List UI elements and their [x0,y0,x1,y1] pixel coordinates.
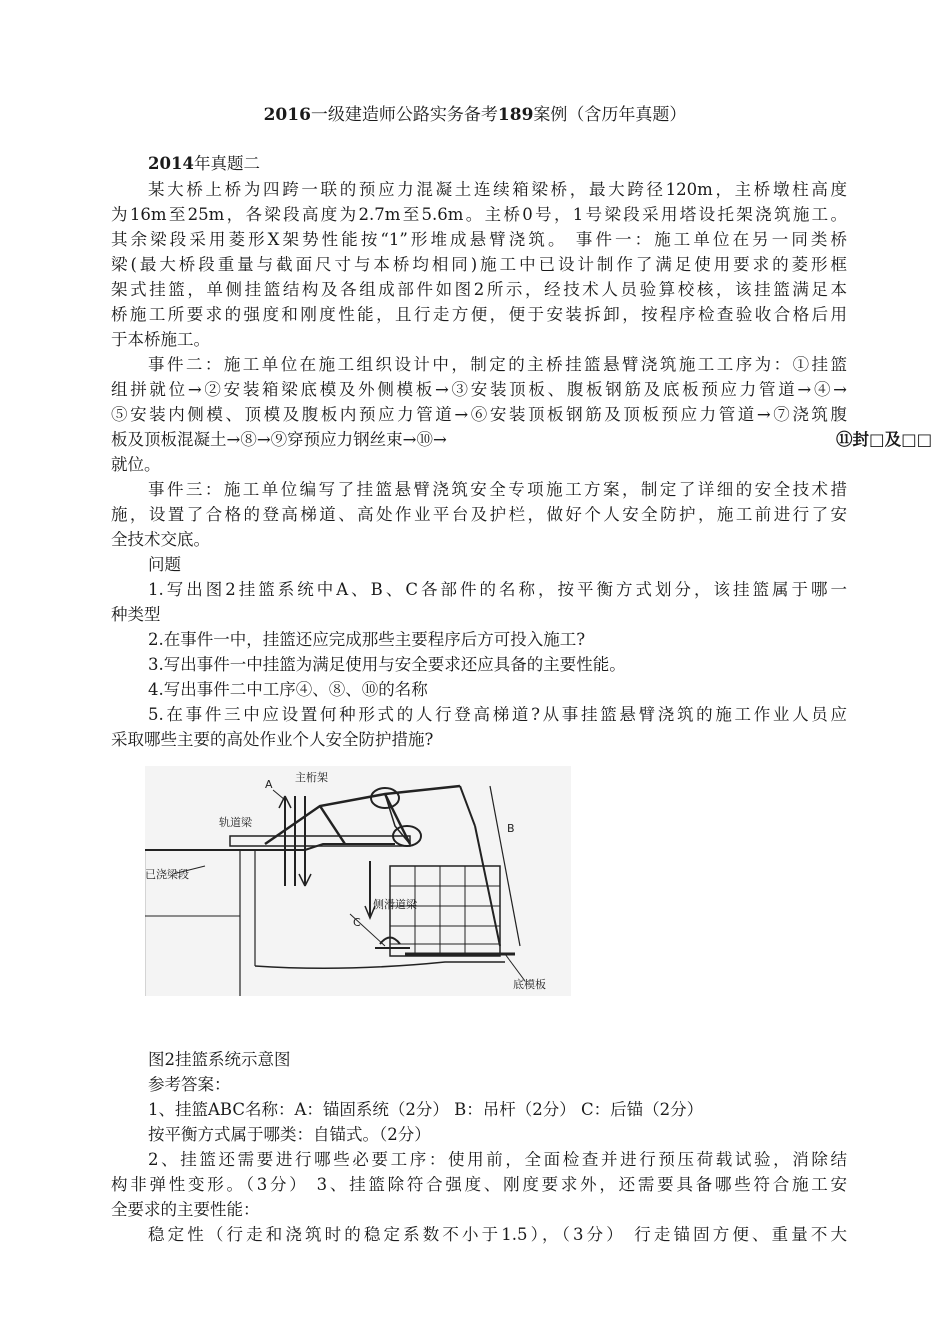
paragraph-line: ⑤安装内侧模、顶模及腹板内预应力管道→⑥安装顶板钢筋及顶板预应力管道→⑦浇筑腹 [111,405,847,424]
answer-line: 构非弹性变形。（3分） 3、挂篮除符合强度、刚度要求外，还需要具备哪些符合施工安 [111,1175,847,1194]
answer-line: 1、挂篮ABC名称：A：锚固系统（2分） B：吊杆（2分） C：后锚（2分） [148,1100,704,1119]
question-line: 2.在事件一中，挂篮还应完成那些主要程序后方可投入施工? [148,630,586,649]
figure-caption: 图2挂篮系统示意图 [148,1050,291,1069]
questions-heading: 问题 [148,555,181,574]
paragraph-line: 为16m至25m，各梁段高度为2.7m至5.6m。主桥0号，1号梁段采用塔设托架浇筑施工。 [111,205,847,224]
paragraph-line: 就位。 [111,455,161,474]
paragraph-line: 梁(最大桥段重量与截面尺寸与本桥均相同)施工中已设计制作了满足使用要求的菱形框 [111,255,847,274]
paragraph-line: 全技术交底。 [111,530,210,549]
question-line: 4.写出事件二中工序④、⑧、⑩的名称 [148,680,428,699]
label-cast-segment: 已浇梁段 [145,868,189,881]
question-line: 种类型 [111,605,161,624]
document-title: 2016一级建造师公路实务备考189案例（含历年真题） [263,105,687,125]
question-line: 1.写出图2挂篮系统中A、B、C各部件的名称，按平衡方式划分，该挂篮属于哪一 [148,580,847,599]
paragraph-line: 施，设置了合格的登高梯道、高处作业平台及护栏，做好个人安全防护，施工前进行了安 [111,505,847,524]
section-heading: 2014年真题二 [148,154,260,173]
paragraph-line: 其余梁段采用菱形X架势性能按“1”形堆成悬臂浇筑。 事件一：施工单位在另一同类桥 [111,230,847,249]
answer-line: 按平衡方式属于哪类：自锚式。（2分） [148,1125,431,1144]
paragraph-line-overflow: ⑪封□及□□ [836,430,933,449]
label-c: C [353,916,361,929]
answers-heading: 参考答案： [148,1075,231,1094]
hanging-basket-figure [145,766,571,996]
paragraph-line: 于本桥施工。 [111,330,210,349]
paragraph-line: 桥施工所要求的强度和刚度性能，且行走方便，便于安装拆卸，按程序检查验收合格后用 [111,305,847,324]
paragraph-line: 组拼就位→②安装箱梁底模及外侧模板→③安装顶板、腹板钢筋及底板预应力管道→④→ [111,380,847,399]
paragraph-line: 某大桥上桥为四跨一联的预应力混凝土连续箱梁桥，最大跨径120m，主桥墩柱高度 [148,180,847,199]
answer-line: 2、挂篮还需要进行哪些必要工序：使用前，全面检查并进行预压荷载试验，消除结 [148,1150,847,1169]
hanging-basket-diagram [145,766,571,996]
paragraph-line: 事件三：施工单位编写了挂篮悬臂浇筑安全专项施工方案，制定了详细的安全技术措 [148,480,847,499]
label-bottom-form: 底模板 [513,978,546,991]
label-a: A [265,778,273,791]
question-line: 3.写出事件一中挂篮为满足使用与安全要求还应具备的主要性能。 [148,655,626,674]
paragraph-line: 架式挂篮，单侧挂篮结构及各组成部件如图2所示，经技术人员验算校核，该挂篮满足本 [111,280,847,299]
label-b: B [507,822,515,835]
answer-line: 稳定性（行走和浇筑时的稳定系数不小于1.5），（3分） 行走锚固方便、重量不大 [148,1225,847,1244]
question-line: 采取哪些主要的高处作业个人安全防护措施? [111,730,434,749]
label-track-beam: 轨道梁 [219,816,252,829]
answer-line: 全要求的主要性能： [111,1200,260,1219]
label-main-truss: 主桁架 [295,771,328,784]
paragraph-line: 板及顶板混凝土→⑧→⑨穿预应力钢丝束→⑩→ [111,430,447,449]
label-side-slide: 侧滑道梁 [373,898,417,911]
question-line: 5.在事件三中应设置何种形式的人行登高梯道?从事挂篮悬臂浇筑的施工作业人员应 [148,705,847,724]
paragraph-line: 事件二：施工单位在施工组织设计中，制定的主桥挂篮悬臂浇筑施工工序为：①挂篮 [148,355,847,374]
